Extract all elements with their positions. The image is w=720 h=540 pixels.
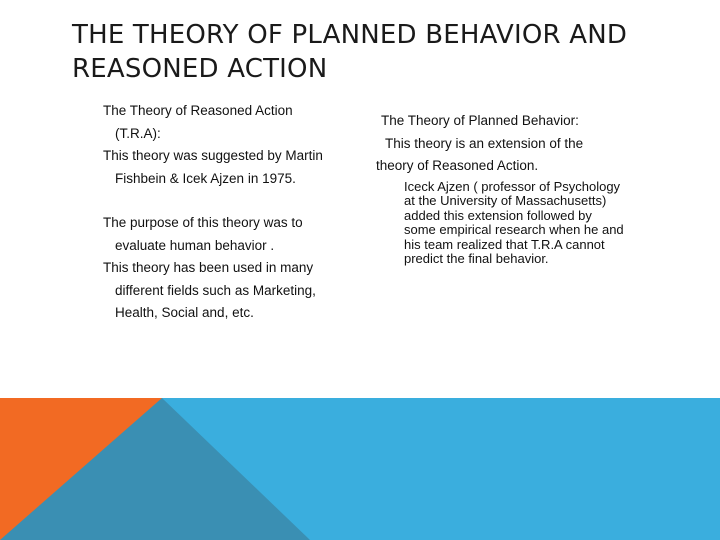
tra-purpose-line-1: The purpose of this theory was to [103, 215, 303, 230]
tpb-heading: The Theory of Planned Behavior: [381, 113, 579, 128]
decorative-band-shapes [0, 398, 720, 540]
tra-suggested-line-1: This theory was suggested by Martin [103, 148, 323, 163]
tra-used-line-1: This theory has been used in many [103, 260, 314, 275]
tra-heading: The Theory of Reasoned Action [103, 103, 293, 118]
tra-used-line-2: different fields such as Marketing, [115, 282, 316, 298]
decorative-band [0, 398, 720, 540]
left-column [103, 100, 363, 325]
tra-suggested-line-2: Fishbein & Icek Ajzen in 1975. [115, 170, 296, 186]
tpb-sub-point: Iceck Ajzen ( professor of Psychology at the University of Massachusetts) added this extension followed by some empirical research when he and his team realized that T.R.A cannot predict the final behavior. [404, 178, 624, 266]
tpb-extension-line-2: theory of Reasoned Action. [376, 158, 539, 173]
tra-abbreviation: (T.R.A): [115, 125, 161, 141]
tra-purpose-line-2: evaluate human behavior . [115, 237, 275, 253]
slide-title: THE THEORY OF PLANNED BEHAVIOR AND REASONED ACTION [72, 20, 628, 84]
paragraph-spacer [103, 190, 363, 212]
tra-used-line-3: Health, Social and, etc. [115, 305, 254, 320]
right-column [376, 110, 646, 267]
tpb-extension-line-1: This theory is an extension of the [385, 135, 584, 151]
